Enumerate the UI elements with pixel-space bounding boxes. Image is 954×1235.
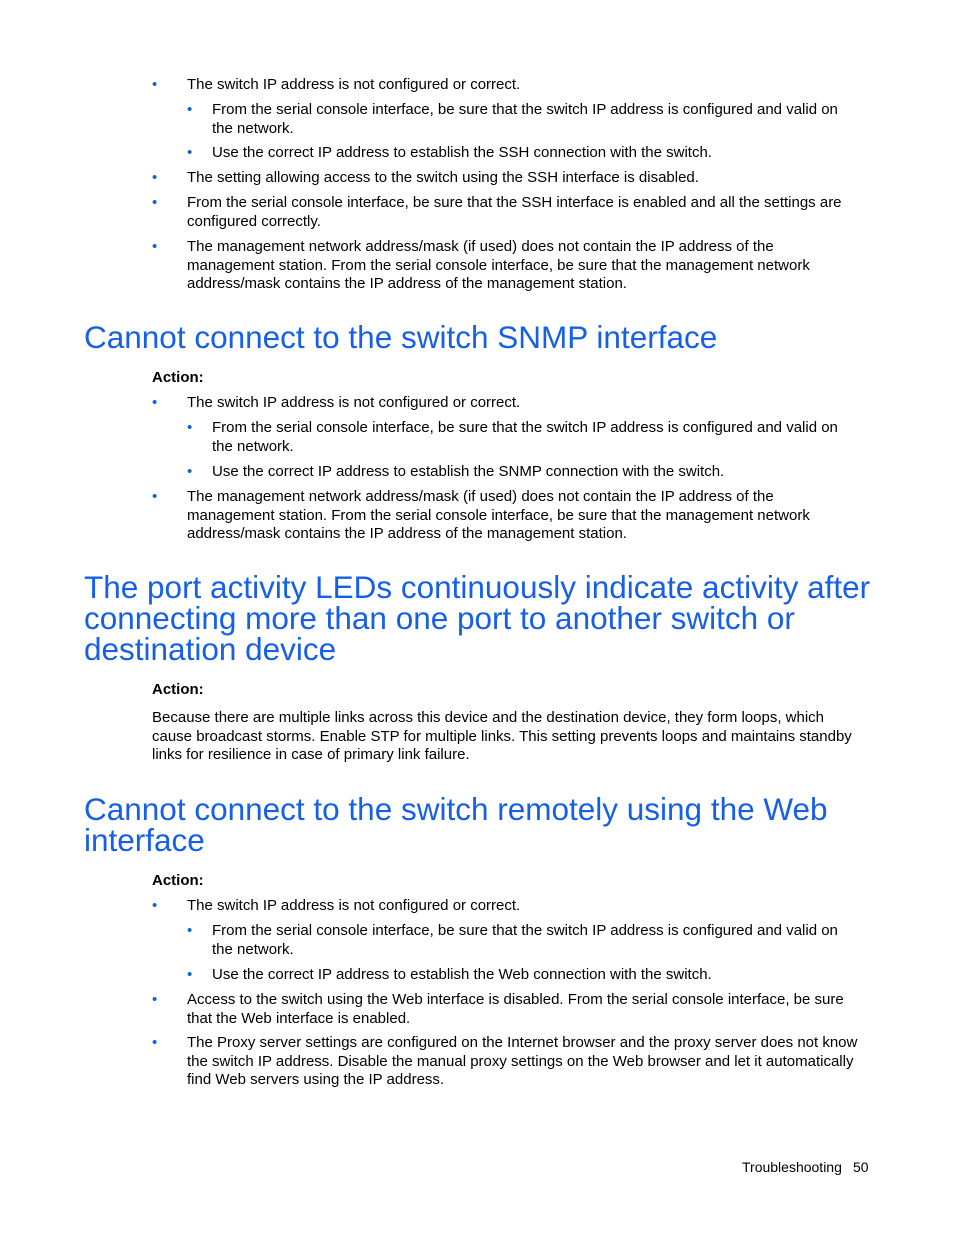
action-label-leds: Action: [152, 681, 204, 698]
text-line: links for resilience in case of primary link failure. [152, 746, 470, 763]
web-subbullet-1b [212, 966, 712, 985]
bullet-dot: • [187, 463, 193, 480]
snmp-bullet-1 [187, 394, 520, 413]
text-line: Access to the switch using the Web interface is disabled. From the serial console interface, be sure [187, 991, 844, 1008]
snmp-subbullet-1a [212, 419, 838, 456]
snmp-subbullet-1b [212, 463, 724, 482]
text-line: The switch IP address is not configured or correct. [187, 76, 521, 93]
text-line: that the Web interface is enabled. [187, 1009, 411, 1027]
text-line: Because there are multiple links across this device and the destination device, they form loops, which [152, 709, 825, 726]
bullet-dot: • [152, 238, 158, 255]
text-line: The management network address/mask (if used) does not contain the IP address of the [187, 488, 774, 505]
snmp-bullet-2 [187, 488, 810, 544]
intro-bullet-4 [187, 238, 810, 294]
bullet-dot: • [187, 101, 193, 118]
web-bullet-2 [187, 991, 844, 1028]
text-line: management station. From the serial console interface, be sure that the management network [187, 256, 810, 274]
intro-bullet-2 [187, 169, 699, 188]
text-line: interface [84, 822, 205, 858]
text-line: address/mask contains the IP address of the management station. [187, 275, 627, 292]
action-label-web: Action: [152, 872, 204, 889]
intro-bullet-1 [187, 76, 520, 95]
text-line: Cannot connect to the switch SNMP interface [84, 319, 718, 355]
text-line: From the serial console interface, be sure that the SSH interface is enabled and all the settings are [187, 194, 842, 211]
web-bullet-1 [187, 897, 520, 916]
text-line: The setting allowing access to the switch using the SSH interface is disabled. [187, 169, 699, 186]
text-line: The Proxy server settings are configured on the Internet browser and the proxy server does not know [187, 1034, 858, 1051]
bullet-dot: • [152, 76, 158, 93]
text-line: Use the correct IP address to establish the SSH connection with the switch. [212, 144, 712, 161]
text-line: Cannot connect to the switch remotely using the Web [84, 791, 828, 827]
text-line: find Web servers using the IP address. [187, 1071, 445, 1088]
web-subbullet-1a [212, 922, 838, 959]
text-line: the network. [212, 119, 294, 137]
bullet-dot: • [187, 966, 193, 983]
text-line: address/mask contains the IP address of the management station. [187, 525, 627, 542]
text-line: cause broadcast storms. Enable STP for multiple links. This setting prevents loops and maintains standby [152, 727, 852, 745]
text-line: Use the correct IP address to establish the SNMP connection with the switch. [212, 463, 725, 480]
bullet-dot: • [187, 144, 193, 161]
text-line: The management network address/mask (if used) does not contain the IP address of the [187, 238, 774, 255]
text-line: management station. From the serial console interface, be sure that the management network [187, 506, 810, 524]
bullet-dot: • [152, 1034, 158, 1051]
bullet-dot: • [152, 488, 158, 505]
text-line: the network. [212, 437, 294, 455]
bullet-dot: • [152, 897, 158, 914]
text-line: Use the correct IP address to establish the Web connection with the switch. [212, 966, 712, 983]
text-line: connecting more than one port to another switch or [84, 600, 795, 636]
text-line: From the serial console interface, be sure that the switch IP address is configured and valid on [212, 419, 838, 436]
intro-subbullet-1a [212, 101, 838, 138]
bullet-dot: • [187, 419, 193, 436]
bullet-dot: • [152, 991, 158, 1008]
text-line: configured correctly. [187, 212, 321, 230]
heading-snmp [84, 319, 718, 355]
text-line: destination device [84, 631, 337, 667]
text-line: From the serial console interface, be sure that the switch IP address is configured and valid on [212, 101, 838, 118]
footer-page-number: 50 [853, 1159, 869, 1175]
intro-bullet-3 [187, 194, 842, 231]
leds-paragraph [152, 709, 852, 765]
text-line: From the serial console interface, be sure that the switch IP address is configured and valid on [212, 922, 838, 939]
bullet-dot: • [187, 922, 193, 939]
text-line: The switch IP address is not configured or correct. [187, 394, 521, 411]
text-line: The port activity LEDs continuously indicate activity after [84, 569, 871, 605]
bullet-dot: • [152, 169, 158, 186]
bullet-dot: • [152, 394, 158, 411]
text-line: the network. [212, 940, 294, 958]
web-bullet-3 [187, 1034, 857, 1090]
heading-web [84, 791, 828, 858]
heading-leds [84, 569, 871, 667]
text-line: the switch IP address. Disable the manual proxy settings on the Web browser and let it automatically [187, 1052, 854, 1070]
footer-section-name: Troubleshooting [742, 1159, 842, 1175]
text-line: The switch IP address is not configured or correct. [187, 897, 521, 914]
intro-subbullet-1b [212, 144, 712, 163]
bullet-dot: • [152, 194, 158, 211]
action-label-snmp: Action: [152, 369, 204, 386]
